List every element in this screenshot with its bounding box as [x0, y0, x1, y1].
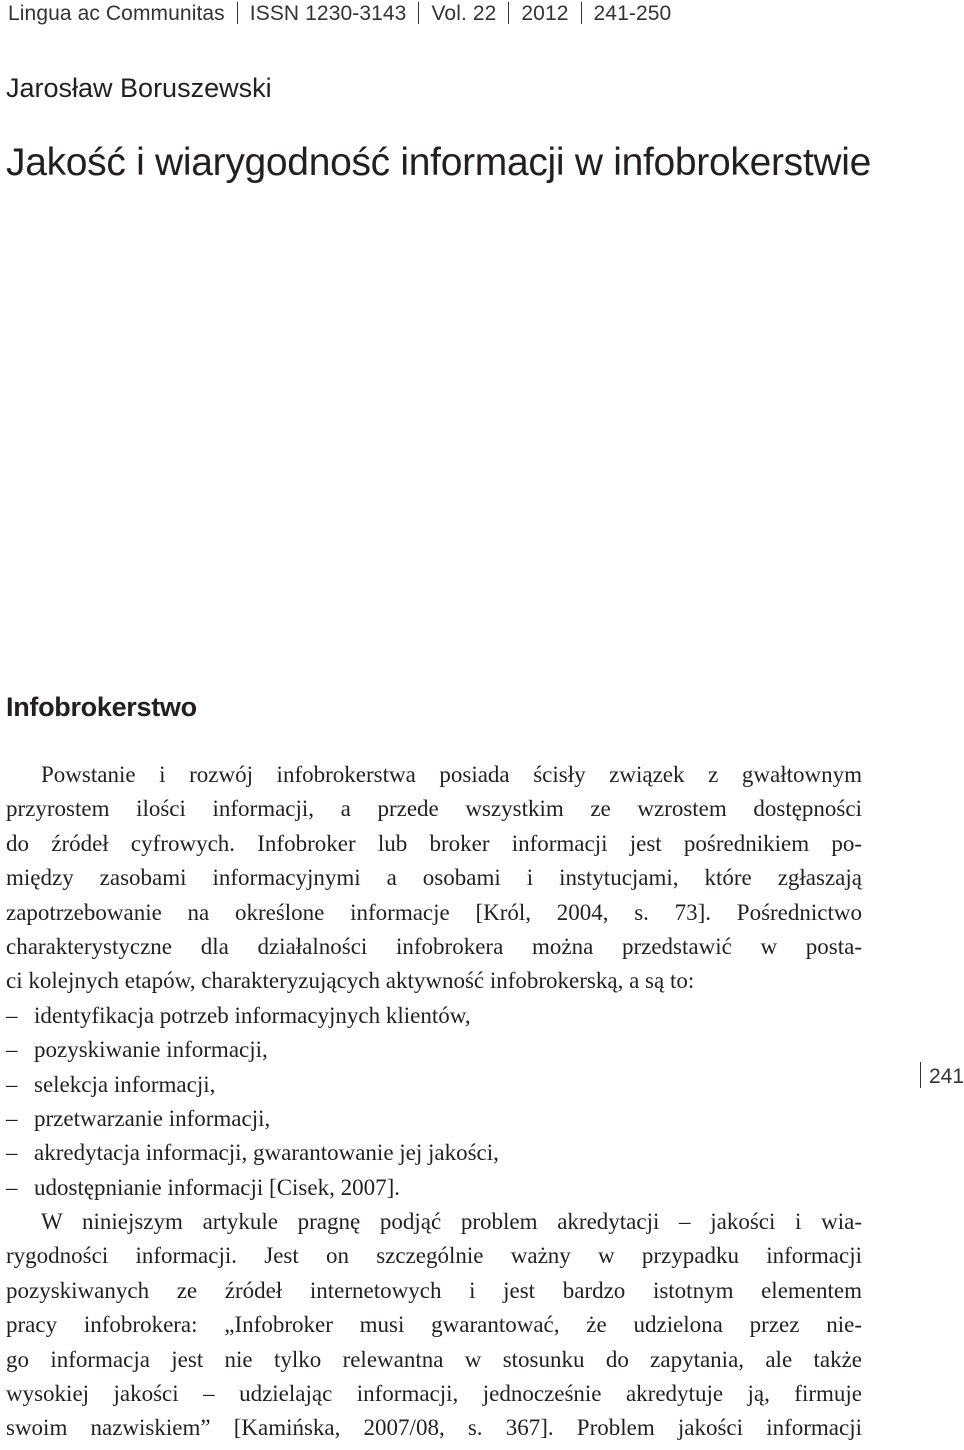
author-name: Jarosław Boruszewski [6, 73, 272, 103]
header-separator [418, 2, 419, 24]
list-item [6, 999, 862, 1033]
list-item-text: przetwarzanie informacji, [34, 1105, 271, 1131]
paragraph1-line: przyrostem ilości informacji, a przede wszystkim ze wzrostem dostępności [6, 796, 862, 822]
list-dash: – [6, 1174, 18, 1200]
journal-issn: ISSN 1230-3143 [249, 2, 407, 25]
list-item-text: akredytacja informacji, gwarantowanie jej jakości, [34, 1140, 499, 1166]
paragraph1-line: charakterystyczne dla działalności infobrokera można przedstawić w posta- [6, 933, 862, 959]
journal-year: 2012 [521, 2, 569, 25]
list-dash: – [6, 1140, 18, 1166]
list-item [6, 1068, 862, 1102]
header-separator [508, 2, 509, 24]
list-dash: – [6, 1105, 18, 1131]
page-number [920, 1062, 964, 1090]
paragraph2-line: pracy infobrokera: „Infobroker musi gwarantować, że udzielona przez nie- [6, 1312, 862, 1338]
list-dash: – [6, 1002, 18, 1028]
paragraph1-line: zapotrzebowanie na określone informacje [Król, 2004, s. 73]. Pośrednictwo [6, 899, 862, 925]
page-number-text: 241 [929, 1065, 964, 1088]
body-text [6, 758, 862, 1446]
article-title: Jakość i wiarygodność informacji w infobrokerstwie [6, 141, 871, 184]
paragraph2-line: W niniejszym artykule pragnę podjąć problem akredytacji – jakości i wia- [41, 1209, 862, 1235]
paragraph2-line: go informacja jest nie tylko relewantna w stosunku do zapytania, ale także [6, 1346, 862, 1372]
list-item [6, 1033, 862, 1067]
header-separator [581, 2, 582, 24]
paragraph2-line: wysokiej jakości – udzielając informacji, jednocześnie akredytuje ją, firmuje [6, 1381, 862, 1407]
paragraph1-line: Powstanie i rozwój infobrokerstwa posiada ścisły związek z gwałtownym [41, 762, 862, 787]
paragraph1-line: ci kolejnych etapów, charakteryzujących aktywność infobrokerską, a są to: [6, 968, 695, 994]
paragraph2-line: pozyskiwanych ze źródeł internetowych i jest bardzo istotnym elementem [6, 1277, 862, 1303]
journal-volume: Vol. 22 [431, 2, 497, 25]
list-item-text: selekcja informacji, [34, 1071, 216, 1097]
list-item-text: udostępnianie informacji [Cisek, 2007]. [34, 1174, 401, 1200]
list-item-text: identyfikacja potrzeb informacyjnych klientów, [34, 1002, 471, 1028]
paragraph2-line: swoim nazwiskiem” [Kamińska, 2007/08, s. 367]. Problem jakości informacji [6, 1415, 862, 1441]
paragraph1-line: do źródeł cyfrowych. Infobroker lub broker informacji jest pośrednikiem po- [6, 830, 862, 856]
list-dash: – [6, 1037, 18, 1063]
list-item [6, 1136, 862, 1170]
page-number-bar [920, 1062, 921, 1088]
list-item-text: pozyskiwanie informacji, [34, 1037, 268, 1063]
list-dash: – [6, 1071, 18, 1097]
paragraph2-line: rygodności informacji. Jest on szczególnie ważny w przypadku informacji [6, 1243, 862, 1269]
list-item [6, 1102, 862, 1136]
list-item [6, 1171, 862, 1205]
journal-name: Lingua ac Communitas [8, 2, 225, 25]
paragraph1-line: między zasobami informacyjnymi a osobami i instytucjami, które zgłaszają [6, 865, 862, 891]
header-separator [237, 2, 238, 24]
journal-header [8, 2, 671, 26]
journal-pages: 241-250 [593, 2, 672, 25]
section-heading: Infobrokerstwo [6, 692, 197, 722]
